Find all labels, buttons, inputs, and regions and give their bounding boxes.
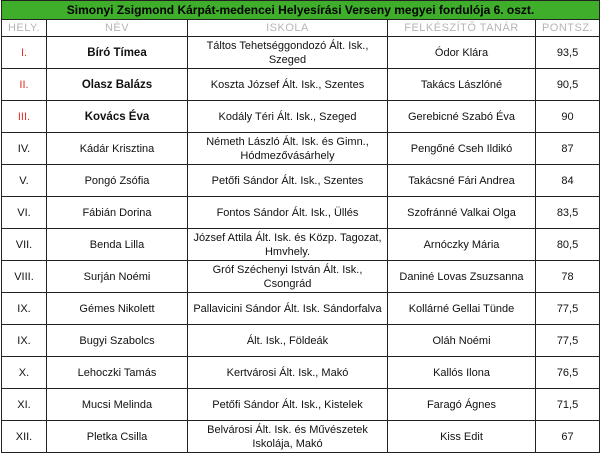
cell-tanar: Daniné Lovas Zsuzsanna	[388, 261, 536, 293]
table-row	[2, 293, 600, 325]
cell-iskola: Belvárosi Ált. Isk. és Művészetek Iskolája, Makó	[188, 421, 388, 453]
header-iskola: ISKOLA	[188, 20, 388, 37]
cell-nev: Olasz Balázs	[47, 69, 188, 101]
cell-iskola: Kertvárosi Ált. Isk., Makó	[188, 357, 388, 389]
cell-hely: X.	[2, 357, 47, 389]
cell-iskola: Táltos Tehetséggondozó Ált. Isk., Szeged	[188, 37, 388, 69]
cell-tanar: Szofránné Valkai Olga	[388, 197, 536, 229]
cell-hely: IX.	[2, 293, 47, 325]
cell-tanar: Ódor Klára	[388, 37, 536, 69]
table-row	[2, 37, 600, 69]
table-row	[2, 261, 600, 293]
cell-iskola: Ált. Isk., Földeák	[188, 325, 388, 357]
cell-hely: VII.	[2, 229, 47, 261]
cell-hely: VIII.	[2, 261, 47, 293]
header-tanar: FELKÉSZÍTŐ TANÁR	[388, 20, 536, 37]
cell-hely: IV.	[2, 133, 47, 165]
cell-hely: IX.	[2, 325, 47, 357]
cell-hely: VI.	[2, 197, 47, 229]
cell-nev: Kovács Éva	[47, 101, 188, 133]
cell-tanar: Kollárné Gellai Tünde	[388, 293, 536, 325]
cell-iskola: Németh László Ált. Isk. és Gimn., Hódmezővásárhely	[188, 133, 388, 165]
cell-nev: Pletka Csilla	[47, 421, 188, 453]
cell-iskola: Gróf Széchenyi István Ált. Isk., Csongrád	[188, 261, 388, 293]
cell-pont: 83,5	[536, 197, 600, 229]
table-row	[2, 421, 600, 453]
cell-hely: II.	[2, 69, 47, 101]
cell-pont: 77,5	[536, 293, 600, 325]
cell-pont: 80,5	[536, 229, 600, 261]
table-row	[2, 389, 600, 421]
cell-nev: Benda Lilla	[47, 229, 188, 261]
cell-iskola: Fontos Sándor Ált. Isk., Üllés	[188, 197, 388, 229]
table-row	[2, 101, 600, 133]
header-hely: HELY.	[2, 20, 47, 37]
table-row	[2, 357, 600, 389]
cell-nev: Surján Noémi	[47, 261, 188, 293]
cell-hely: V.	[2, 165, 47, 197]
cell-tanar: Takácsné Fári Andrea	[388, 165, 536, 197]
table-row	[2, 325, 600, 357]
cell-pont: 87	[536, 133, 600, 165]
cell-tanar: Takács Lászlóné	[388, 69, 536, 101]
table-row	[2, 229, 600, 261]
cell-nev: Gémes Nikolett	[47, 293, 188, 325]
cell-iskola: Petőfi Sándor Ált. Isk., Kistelek	[188, 389, 388, 421]
cell-hely: I.	[2, 37, 47, 69]
cell-nev: Pongó Zsófia	[47, 165, 188, 197]
cell-pont: 67	[536, 421, 600, 453]
cell-nev: Bíró Tímea	[47, 37, 188, 69]
cell-pont: 71,5	[536, 389, 600, 421]
table-row	[2, 197, 600, 229]
cell-pont: 77,5	[536, 325, 600, 357]
cell-tanar: Kiss Edit	[388, 421, 536, 453]
cell-pont: 90,5	[536, 69, 600, 101]
table-title: Simonyi Zsigmond Kárpát-medencei Helyesírási Verseny megyei fordulója 6. oszt.	[2, 1, 600, 20]
cell-tanar: Arnóczky Mária	[388, 229, 536, 261]
cell-hely: XII.	[2, 421, 47, 453]
cell-nev: Kádár Krisztina	[47, 133, 188, 165]
cell-tanar: Kallós Ilona	[388, 357, 536, 389]
cell-iskola: Pallavicini Sándor Ált. Isk. Sándorfalva	[188, 293, 388, 325]
cell-hely: III.	[2, 101, 47, 133]
cell-pont: 78	[536, 261, 600, 293]
cell-iskola: Petőfi Sándor Ált. Isk., Szentes	[188, 165, 388, 197]
cell-nev: Lehoczki Tamás	[47, 357, 188, 389]
results-table	[1, 0, 600, 453]
table-row	[2, 69, 600, 101]
cell-nev: Fábián Dorina	[47, 197, 188, 229]
cell-pont: 84	[536, 165, 600, 197]
table-row	[2, 133, 600, 165]
header-pontsz: PONTSZ.	[536, 20, 600, 37]
cell-pont: 76,5	[536, 357, 600, 389]
header-nev: NÉV	[47, 20, 188, 37]
cell-iskola: Koszta József Ált. Isk., Szentes	[188, 69, 388, 101]
cell-hely: XI.	[2, 389, 47, 421]
cell-nev: Mucsi Melinda	[47, 389, 188, 421]
cell-pont: 90	[536, 101, 600, 133]
cell-tanar: Faragó Ágnes	[388, 389, 536, 421]
cell-tanar: Oláh Noémi	[388, 325, 536, 357]
cell-tanar: Gerebicné Szabó Éva	[388, 101, 536, 133]
cell-nev: Bugyi Szabolcs	[47, 325, 188, 357]
cell-tanar: Pengőné Cseh Ildikó	[388, 133, 536, 165]
table-row	[2, 165, 600, 197]
cell-pont: 93,5	[536, 37, 600, 69]
cell-iskola: József Attila Ált. Isk. és Közp. Tagozat, Hmvhely.	[188, 229, 388, 261]
cell-iskola: Kodály Téri Ált. Isk., Szeged	[188, 101, 388, 133]
